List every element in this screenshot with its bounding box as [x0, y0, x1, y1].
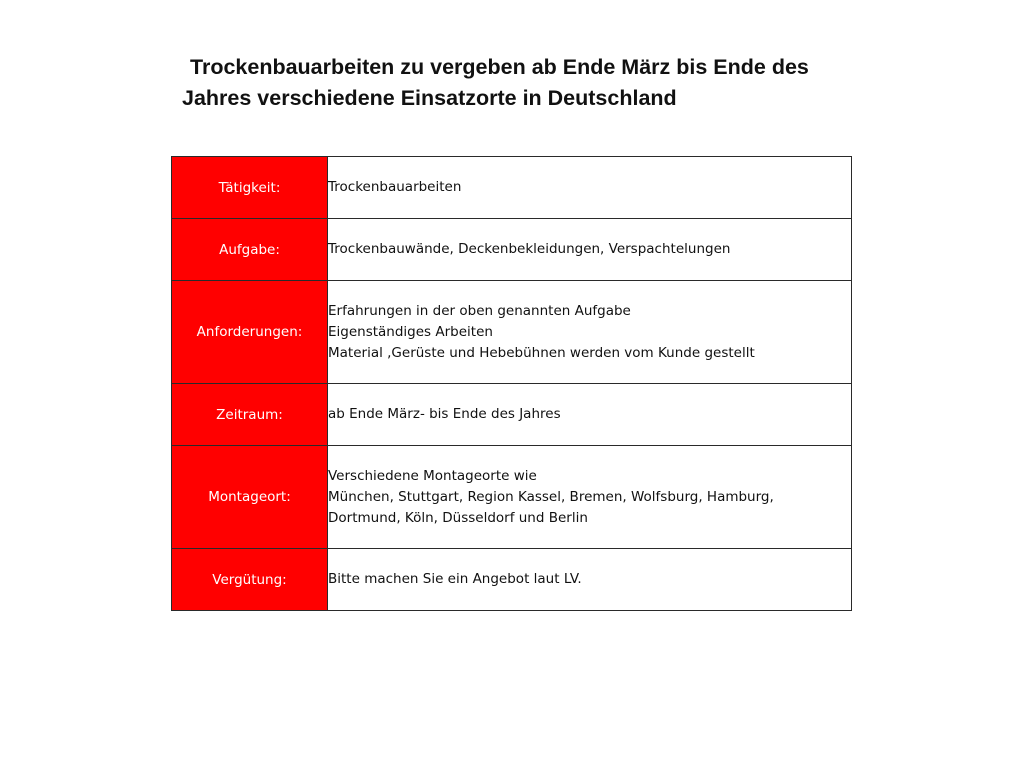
row-label: Zeitraum:	[172, 384, 328, 446]
value-line: Eigenständiges Arbeiten	[328, 323, 493, 340]
table-row-verguetung	[172, 549, 852, 611]
row-label: Tätigkeit:	[172, 157, 328, 219]
row-label: Anforderungen:	[172, 281, 328, 384]
value-line: Erfahrungen in der oben genannten Aufgabe	[328, 302, 631, 319]
value-line: Trockenbauwände, Deckenbekleidungen, Verspachtelungen	[328, 241, 731, 257]
row-value	[328, 157, 852, 219]
row-value	[328, 549, 852, 611]
row-value	[328, 281, 852, 384]
job-details-table	[171, 156, 852, 611]
table-row-zeitraum	[172, 384, 852, 446]
row-value	[328, 446, 852, 549]
value-line: Dortmund, Köln, Düsseldorf und Berlin	[328, 509, 588, 526]
row-label: Aufgabe:	[172, 219, 328, 281]
title-line-2: Jahres verschiedene Einsatzorte in Deutschland	[182, 86, 677, 110]
row-value	[328, 219, 852, 281]
table-row-anforderungen	[172, 281, 852, 384]
table-row-taetigkeit	[172, 157, 852, 219]
row-label: Montageort:	[172, 446, 328, 549]
page-title	[182, 52, 882, 114]
table-row-aufgabe	[172, 219, 852, 281]
value-line: Bitte machen Sie ein Angebot laut LV.	[328, 571, 582, 587]
value-line: Trockenbauarbeiten	[328, 179, 462, 195]
row-value	[328, 384, 852, 446]
value-line: ab Ende März- bis Ende des Jahres	[328, 406, 561, 422]
value-line: Material ,Gerüste und Hebebühnen werden vom Kunde gestellt	[328, 344, 755, 361]
table-row-montageort	[172, 446, 852, 549]
title-line-1: Trockenbauarbeiten zu vergeben ab Ende März bis Ende des	[190, 55, 809, 79]
value-line: Verschiedene Montageorte wie	[328, 467, 537, 484]
row-label: Vergütung:	[172, 549, 328, 611]
value-line: München, Stuttgart, Region Kassel, Bremen, Wolfsburg, Hamburg,	[328, 488, 774, 505]
